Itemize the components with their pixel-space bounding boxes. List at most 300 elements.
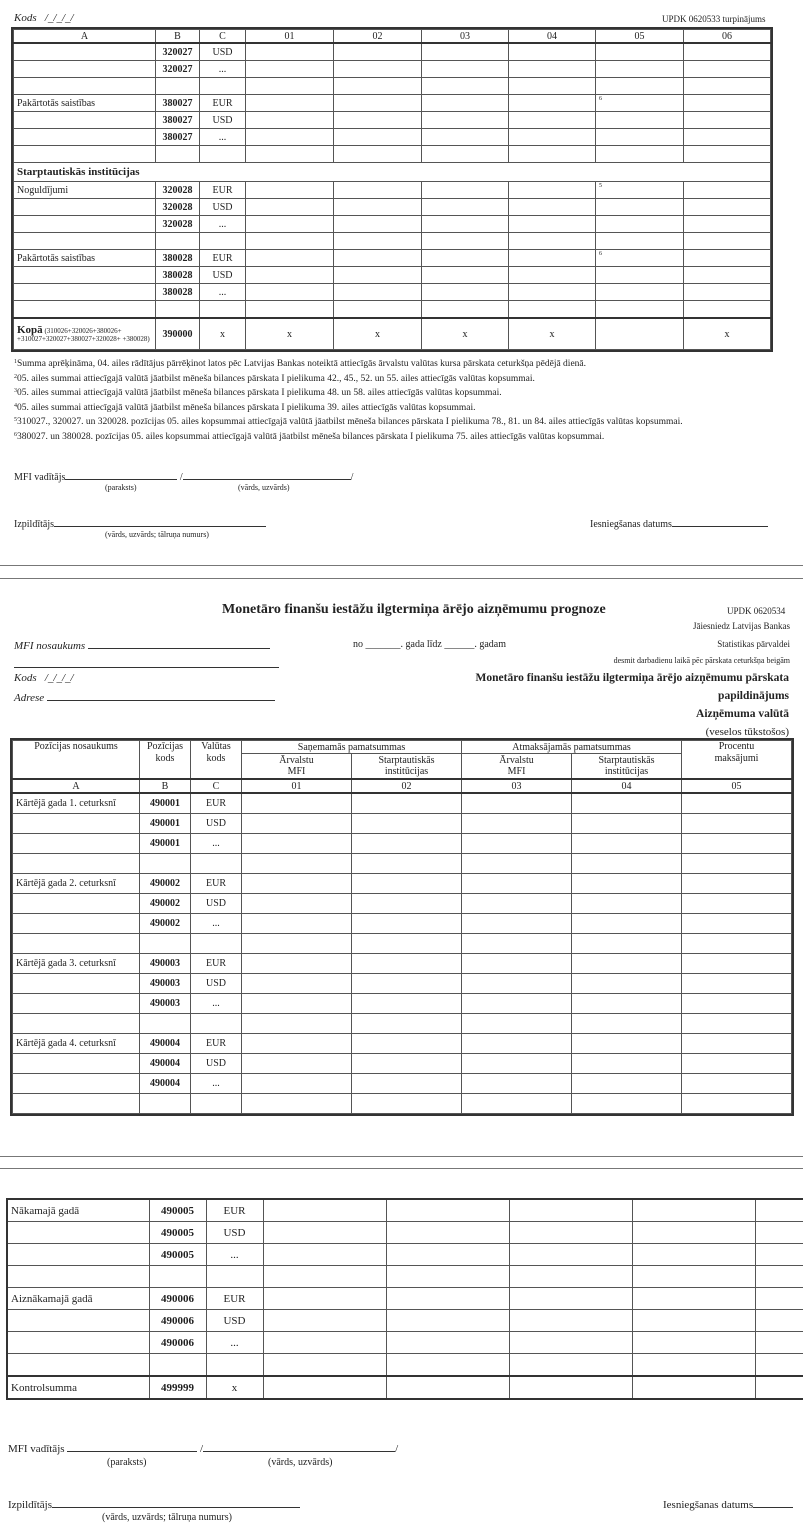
column-letter: 02	[352, 779, 462, 793]
value-cell-01[interactable]	[242, 894, 352, 914]
value-cell-06[interactable]	[684, 301, 771, 319]
value-cell-04[interactable]	[572, 814, 682, 834]
empty-cell	[191, 1094, 242, 1114]
total-row	[14, 318, 771, 350]
signature-field[interactable]	[67, 1441, 197, 1452]
value-cell-02[interactable]	[352, 1074, 462, 1094]
value-cell-02[interactable]	[334, 284, 422, 301]
footnotes	[14, 357, 683, 444]
value-cell-01[interactable]	[246, 216, 334, 233]
value-cell-03[interactable]	[422, 182, 509, 199]
value-cell-04[interactable]	[632, 1288, 755, 1310]
value-cell-01[interactable]	[246, 199, 334, 216]
value-cell-03[interactable]	[422, 284, 509, 301]
value-cell-06[interactable]	[684, 95, 771, 112]
value-cell-04[interactable]	[509, 43, 596, 61]
footnote-ref: 5	[599, 182, 602, 189]
value-cell-03[interactable]	[422, 129, 509, 146]
value-cell-03[interactable]	[462, 954, 572, 974]
value-cell-05[interactable]	[596, 301, 684, 319]
value-cell-01[interactable]	[263, 1376, 386, 1399]
row-label: Noguldījumi	[14, 182, 156, 199]
value-cell-03[interactable]	[422, 95, 509, 112]
column-header: 03	[422, 30, 509, 44]
value-cell-03[interactable]	[509, 1222, 632, 1244]
empty-cell	[242, 1014, 352, 1034]
value-cell-05[interactable]	[755, 1310, 803, 1332]
row-label	[14, 43, 156, 61]
value-cell-03[interactable]	[509, 1376, 632, 1399]
value-cell-03[interactable]	[422, 267, 509, 284]
value-cell-01[interactable]	[263, 1310, 386, 1332]
currency-code: EUR	[191, 1034, 242, 1054]
period-field[interactable]: no _______. gada līdz ______. gadam	[353, 639, 507, 650]
column-header: 01	[246, 30, 334, 44]
date-field[interactable]	[753, 1497, 793, 1508]
row-label: Aiznākamajā gadā	[7, 1288, 149, 1310]
value-cell-02[interactable]	[334, 199, 422, 216]
value-cell-04[interactable]	[572, 994, 682, 1014]
executor-field[interactable]	[54, 516, 266, 527]
empty-cell	[140, 1014, 191, 1034]
value-cell-05[interactable]	[755, 1332, 803, 1354]
value-cell-02[interactable]	[334, 233, 422, 250]
empty-cell	[755, 1266, 803, 1288]
value-cell-02[interactable]	[352, 793, 462, 814]
value-cell-01[interactable]	[246, 112, 334, 129]
value-cell-05[interactable]	[596, 61, 684, 78]
table-row	[7, 1222, 803, 1244]
value-cell-04[interactable]	[632, 1244, 755, 1266]
page-divider	[0, 1168, 803, 1169]
value-cell-03[interactable]	[462, 834, 572, 854]
value-cell-05[interactable]	[596, 216, 684, 233]
value-cell-04[interactable]	[572, 793, 682, 814]
value-cell-02[interactable]	[334, 146, 422, 163]
value-cell-02[interactable]	[386, 1244, 509, 1266]
value-cell-01[interactable]	[246, 267, 334, 284]
value-cell-04[interactable]	[509, 129, 596, 146]
value-cell-02[interactable]	[352, 1034, 462, 1054]
value-cell-01[interactable]	[242, 814, 352, 834]
table-row	[13, 793, 792, 814]
value-cell-03[interactable]	[422, 199, 509, 216]
kods-input[interactable]: /_/_/_/	[44, 12, 74, 24]
column-header: C	[200, 30, 246, 44]
value-cell-05[interactable]	[755, 1199, 803, 1222]
value-cell-03[interactable]	[509, 1288, 632, 1310]
value-cell-06[interactable]	[684, 199, 771, 216]
row-label: Kārtējā gada 1. ceturksnī	[13, 793, 140, 814]
value-cell-05[interactable]	[596, 233, 684, 250]
table-row	[14, 112, 771, 129]
header-interest: Procentu maksājumi	[682, 741, 792, 780]
value-cell-05[interactable]	[682, 914, 792, 934]
value-cell-06[interactable]	[684, 78, 771, 95]
value-cell-01[interactable]	[242, 974, 352, 994]
value-cell-02[interactable]	[334, 43, 422, 61]
value-cell-04[interactable]	[509, 216, 596, 233]
value-cell-03[interactable]	[462, 1074, 572, 1094]
value-cell-03[interactable]	[422, 233, 509, 250]
currency-code: EUR	[206, 1288, 263, 1310]
value-cell-04[interactable]	[572, 894, 682, 914]
value-cell-01[interactable]	[242, 874, 352, 894]
header-pos-code: Pozīcijas kods	[140, 741, 191, 780]
position-code: 380027	[156, 112, 200, 129]
value-cell-06[interactable]	[684, 216, 771, 233]
value-cell-01[interactable]	[246, 95, 334, 112]
value-cell-06[interactable]	[684, 284, 771, 301]
empty-cell	[462, 854, 572, 874]
value-cell-02[interactable]	[352, 814, 462, 834]
empty-cell	[242, 934, 352, 954]
table-row	[13, 1054, 792, 1074]
currency-code: USD	[191, 894, 242, 914]
column-letter: 05	[682, 779, 792, 793]
value-cell-01[interactable]	[246, 233, 334, 250]
value-cell-05[interactable]	[596, 146, 684, 163]
value-cell-04[interactable]	[632, 1222, 755, 1244]
row-label	[14, 267, 156, 284]
row-label	[13, 994, 140, 1014]
value-cell-03[interactable]	[422, 78, 509, 95]
value-cell-04[interactable]	[572, 834, 682, 854]
value-cell-02[interactable]	[352, 1054, 462, 1074]
currency-code	[200, 78, 246, 95]
empty-cell	[191, 934, 242, 954]
empty-cell	[755, 1354, 803, 1377]
value-cell-02[interactable]	[334, 95, 422, 112]
value-cell-03[interactable]	[422, 43, 509, 61]
position-code: 380028	[156, 267, 200, 284]
position-code: 490005	[149, 1222, 206, 1244]
header-intl-received: Starptautiskās institūcijas	[352, 754, 462, 780]
value-cell-02[interactable]	[334, 301, 422, 319]
executor-field[interactable]	[52, 1497, 300, 1508]
position-code: 490002	[140, 894, 191, 914]
position-code: 380027	[156, 95, 200, 112]
header-foreign-mfi-repaid: Ārvalstu MFI	[462, 754, 572, 780]
value-cell-05[interactable]	[682, 974, 792, 994]
value-cell-04[interactable]	[509, 95, 596, 112]
value-cell-04[interactable]	[572, 1054, 682, 1074]
value-cell-01[interactable]	[242, 914, 352, 934]
currency-code: ...	[206, 1244, 263, 1266]
position-code: 490003	[140, 994, 191, 1014]
sign-caption: (paraksts)	[105, 483, 137, 492]
value-cell-03[interactable]	[462, 1054, 572, 1074]
value-cell-02[interactable]	[352, 914, 462, 934]
page-title: Monetāro finanšu iestāžu ilgtermiņa ārējo aizņēmumu prognoze	[222, 602, 606, 617]
table-row	[14, 146, 771, 163]
section-title: Starptautiskās institūcijas	[14, 163, 771, 182]
value-cell-05[interactable]	[596, 95, 684, 112]
row-label	[14, 112, 156, 129]
page1-table	[13, 29, 771, 350]
table-row	[7, 1288, 803, 1310]
value-cell-03[interactable]	[509, 1310, 632, 1332]
table-row	[13, 994, 792, 1014]
table-row	[14, 129, 771, 146]
currency-code: USD	[191, 814, 242, 834]
value-cell-02[interactable]	[334, 112, 422, 129]
value-cell-01[interactable]	[263, 1288, 386, 1310]
value-cell-02[interactable]	[334, 78, 422, 95]
name-field[interactable]	[203, 1441, 395, 1452]
value-cell-01[interactable]	[246, 78, 334, 95]
value-cell-04[interactable]	[632, 1332, 755, 1354]
value-cell-04[interactable]	[509, 250, 596, 267]
table-row	[7, 1332, 803, 1354]
value-cell-05[interactable]	[755, 1222, 803, 1244]
value-cell-03[interactable]	[462, 894, 572, 914]
value-cell-06[interactable]	[684, 182, 771, 199]
value-cell-03[interactable]	[509, 1332, 632, 1354]
value-cell-05[interactable]	[596, 129, 684, 146]
mfi-name-input[interactable]	[88, 638, 270, 649]
currency-code: ...	[200, 284, 246, 301]
currency-code: EUR	[200, 250, 246, 267]
empty-cell	[140, 934, 191, 954]
value-cell-01[interactable]	[263, 1199, 386, 1222]
value-cell-04[interactable]	[509, 284, 596, 301]
empty-cell	[13, 1014, 140, 1034]
column-letter: A	[13, 779, 140, 793]
value-cell-01[interactable]	[246, 43, 334, 61]
value-cell-02[interactable]	[334, 250, 422, 267]
value-cell-03[interactable]	[422, 112, 509, 129]
value-cell-03[interactable]	[422, 216, 509, 233]
table-row	[14, 267, 771, 284]
name-field[interactable]	[183, 469, 351, 480]
address-input[interactable]	[47, 690, 275, 701]
value-cell-04[interactable]	[509, 61, 596, 78]
value-cell-03[interactable]	[462, 793, 572, 814]
value-cell-04[interactable]	[572, 1074, 682, 1094]
header-cur-code: Valūtas kods	[191, 741, 242, 780]
row-label	[13, 894, 140, 914]
value-cell-02[interactable]	[386, 1376, 509, 1399]
position-code: 320028	[156, 216, 200, 233]
value-cell-01[interactable]	[246, 301, 334, 319]
value-cell-01[interactable]	[263, 1332, 386, 1354]
value-cell-05[interactable]	[755, 1288, 803, 1310]
value-cell-02[interactable]	[352, 894, 462, 914]
value-cell-02[interactable]	[386, 1310, 509, 1332]
value-cell-06[interactable]	[684, 267, 771, 284]
value-cell-01[interactable]	[242, 954, 352, 974]
value-cell-04[interactable]	[632, 1199, 755, 1222]
value-cell-04[interactable]	[509, 112, 596, 129]
row-label	[13, 974, 140, 994]
value-cell-02[interactable]	[386, 1199, 509, 1222]
value-cell-05[interactable]	[682, 954, 792, 974]
value-cell-05[interactable]	[596, 199, 684, 216]
value-cell-05[interactable]	[682, 814, 792, 834]
mfi-name-input-line2[interactable]	[14, 657, 279, 668]
column-header: 05	[596, 30, 684, 44]
empty-cell	[462, 1014, 572, 1034]
value-cell-01[interactable]	[242, 793, 352, 814]
table-row	[14, 216, 771, 233]
value-cell-02[interactable]	[334, 216, 422, 233]
value-cell-01[interactable]	[246, 129, 334, 146]
empty-cell	[7, 1266, 149, 1288]
value-cell-01[interactable]	[242, 1074, 352, 1094]
value-cell-03[interactable]	[462, 1034, 572, 1054]
value-cell-01[interactable]	[263, 1244, 386, 1266]
page3-table	[6, 1198, 803, 1400]
value-cell-04[interactable]	[632, 1310, 755, 1332]
value-cell-04[interactable]	[509, 78, 596, 95]
value-cell-02: x	[334, 318, 422, 350]
spacer-row	[13, 934, 792, 954]
row-label	[13, 1074, 140, 1094]
value-cell-06[interactable]	[684, 129, 771, 146]
currency-code: USD	[206, 1222, 263, 1244]
page2-table	[12, 740, 792, 1114]
row-label	[14, 146, 156, 163]
date-field[interactable]	[672, 516, 768, 527]
value-cell-01[interactable]	[242, 1054, 352, 1074]
value-cell-01[interactable]	[246, 284, 334, 301]
value-cell-05[interactable]	[596, 78, 684, 95]
value-cell-03[interactable]	[462, 914, 572, 934]
subtitle-2: papildinājums	[718, 690, 789, 702]
position-code: 490002	[140, 914, 191, 934]
value-cell-04[interactable]	[572, 974, 682, 994]
value-cell-04[interactable]	[509, 182, 596, 199]
signature-field[interactable]	[65, 469, 177, 480]
value-cell-02[interactable]	[386, 1288, 509, 1310]
value-cell-01[interactable]	[246, 250, 334, 267]
value-cell-06[interactable]	[684, 233, 771, 250]
address-label: Adrese	[14, 690, 275, 704]
value-cell-04[interactable]	[509, 301, 596, 319]
value-cell-05[interactable]	[682, 1034, 792, 1054]
value-cell-02[interactable]	[334, 267, 422, 284]
value-cell-05[interactable]	[682, 1054, 792, 1074]
value-cell-02[interactable]	[386, 1332, 509, 1354]
value-cell-03[interactable]	[462, 814, 572, 834]
value-cell-05[interactable]	[596, 284, 684, 301]
currency-code: EUR	[200, 182, 246, 199]
value-cell-06[interactable]	[684, 61, 771, 78]
value-cell-02[interactable]	[334, 182, 422, 199]
value-cell-05[interactable]	[596, 267, 684, 284]
value-cell-06[interactable]	[684, 112, 771, 129]
footnote: $^4$05. ailes summai attiecīgajā valūtā jāatbilst mēneša bilances pārskata I pielikuma 39. ailes attiecīgās valūtas kopsummai.	[14, 402, 476, 413]
footnote: $^6$380027. un 380028. pozīcijas 05. ailes kopsummai attiecīgajā valūtā jāatbilst mēneša bilances pārskata I pielikuma 75. ailes attiecīgās valūtas kopsummai.	[14, 431, 605, 442]
value-cell-03[interactable]	[422, 250, 509, 267]
form-code: UPDK 0620534	[727, 606, 786, 616]
value-cell-05[interactable]	[682, 894, 792, 914]
value-cell-03[interactable]	[462, 974, 572, 994]
value-cell-05[interactable]	[682, 994, 792, 1014]
value-cell-03[interactable]	[422, 61, 509, 78]
value-cell-05[interactable]	[596, 318, 684, 350]
value-cell-04[interactable]	[509, 267, 596, 284]
value-cell-04[interactable]	[572, 874, 682, 894]
header-pos-name: Pozīcijas nosaukums	[13, 741, 140, 780]
value-cell-01[interactable]	[242, 994, 352, 1014]
position-code: 499999	[149, 1376, 206, 1399]
value-cell-01[interactable]	[246, 61, 334, 78]
value-cell-03[interactable]	[462, 994, 572, 1014]
value-cell-06[interactable]	[684, 250, 771, 267]
value-cell-05[interactable]	[596, 182, 684, 199]
value-cell-04[interactable]	[509, 199, 596, 216]
value-cell-01[interactable]	[242, 1034, 352, 1054]
value-cell-05[interactable]	[682, 793, 792, 814]
value-cell-05[interactable]	[596, 43, 684, 61]
empty-cell	[263, 1354, 386, 1377]
value-cell-05[interactable]	[596, 112, 684, 129]
value-cell-03[interactable]	[422, 146, 509, 163]
value-cell-05[interactable]	[755, 1244, 803, 1266]
value-cell-06[interactable]	[684, 43, 771, 61]
value-cell-02[interactable]	[352, 974, 462, 994]
value-cell-02[interactable]	[352, 994, 462, 1014]
value-cell-02[interactable]	[352, 874, 462, 894]
value-cell-03[interactable]	[509, 1199, 632, 1222]
table-row	[13, 894, 792, 914]
empty-cell	[149, 1266, 206, 1288]
position-code: 490005	[149, 1244, 206, 1266]
value-cell-04[interactable]	[572, 914, 682, 934]
value-cell-04[interactable]	[572, 1034, 682, 1054]
value-cell-01[interactable]	[242, 834, 352, 854]
value-cell-02[interactable]	[334, 129, 422, 146]
table-row	[13, 834, 792, 854]
position-code: 490006	[149, 1288, 206, 1310]
value-cell-05[interactable]	[682, 1074, 792, 1094]
value-cell-02[interactable]	[352, 834, 462, 854]
kods-input[interactable]: /_/_/_/	[44, 672, 74, 684]
value-cell-04[interactable]	[509, 233, 596, 250]
value-cell-04[interactable]	[632, 1376, 755, 1399]
position-code: 490004	[140, 1074, 191, 1094]
value-cell-04[interactable]	[509, 146, 596, 163]
value-cell-06[interactable]	[684, 146, 771, 163]
submission-date: Iesniegšanas datums	[590, 516, 768, 530]
value-cell-02[interactable]	[352, 954, 462, 974]
table-row	[14, 233, 771, 250]
value-cell-03[interactable]	[422, 301, 509, 319]
value-cell-01[interactable]	[263, 1222, 386, 1244]
value-cell-01[interactable]	[246, 146, 334, 163]
table-row	[13, 814, 792, 834]
currency-code: EUR	[191, 793, 242, 814]
value-cell-03[interactable]	[509, 1244, 632, 1266]
value-cell-01[interactable]	[246, 182, 334, 199]
value-cell-02[interactable]	[334, 61, 422, 78]
table-row	[13, 1074, 792, 1094]
value-cell-05[interactable]	[596, 250, 684, 267]
value-cell-02[interactable]	[386, 1222, 509, 1244]
sign-caption: (paraksts)	[107, 1457, 147, 1468]
page-divider	[0, 565, 803, 566]
value-cell-05[interactable]	[682, 834, 792, 854]
table-row	[14, 301, 771, 319]
value-cell-05[interactable]	[755, 1376, 803, 1399]
table-row	[14, 43, 771, 61]
value-cell-04[interactable]	[572, 954, 682, 974]
value-cell-03[interactable]	[462, 874, 572, 894]
executor-signature: Izpildītājs	[8, 1497, 300, 1511]
value-cell-05[interactable]	[682, 874, 792, 894]
